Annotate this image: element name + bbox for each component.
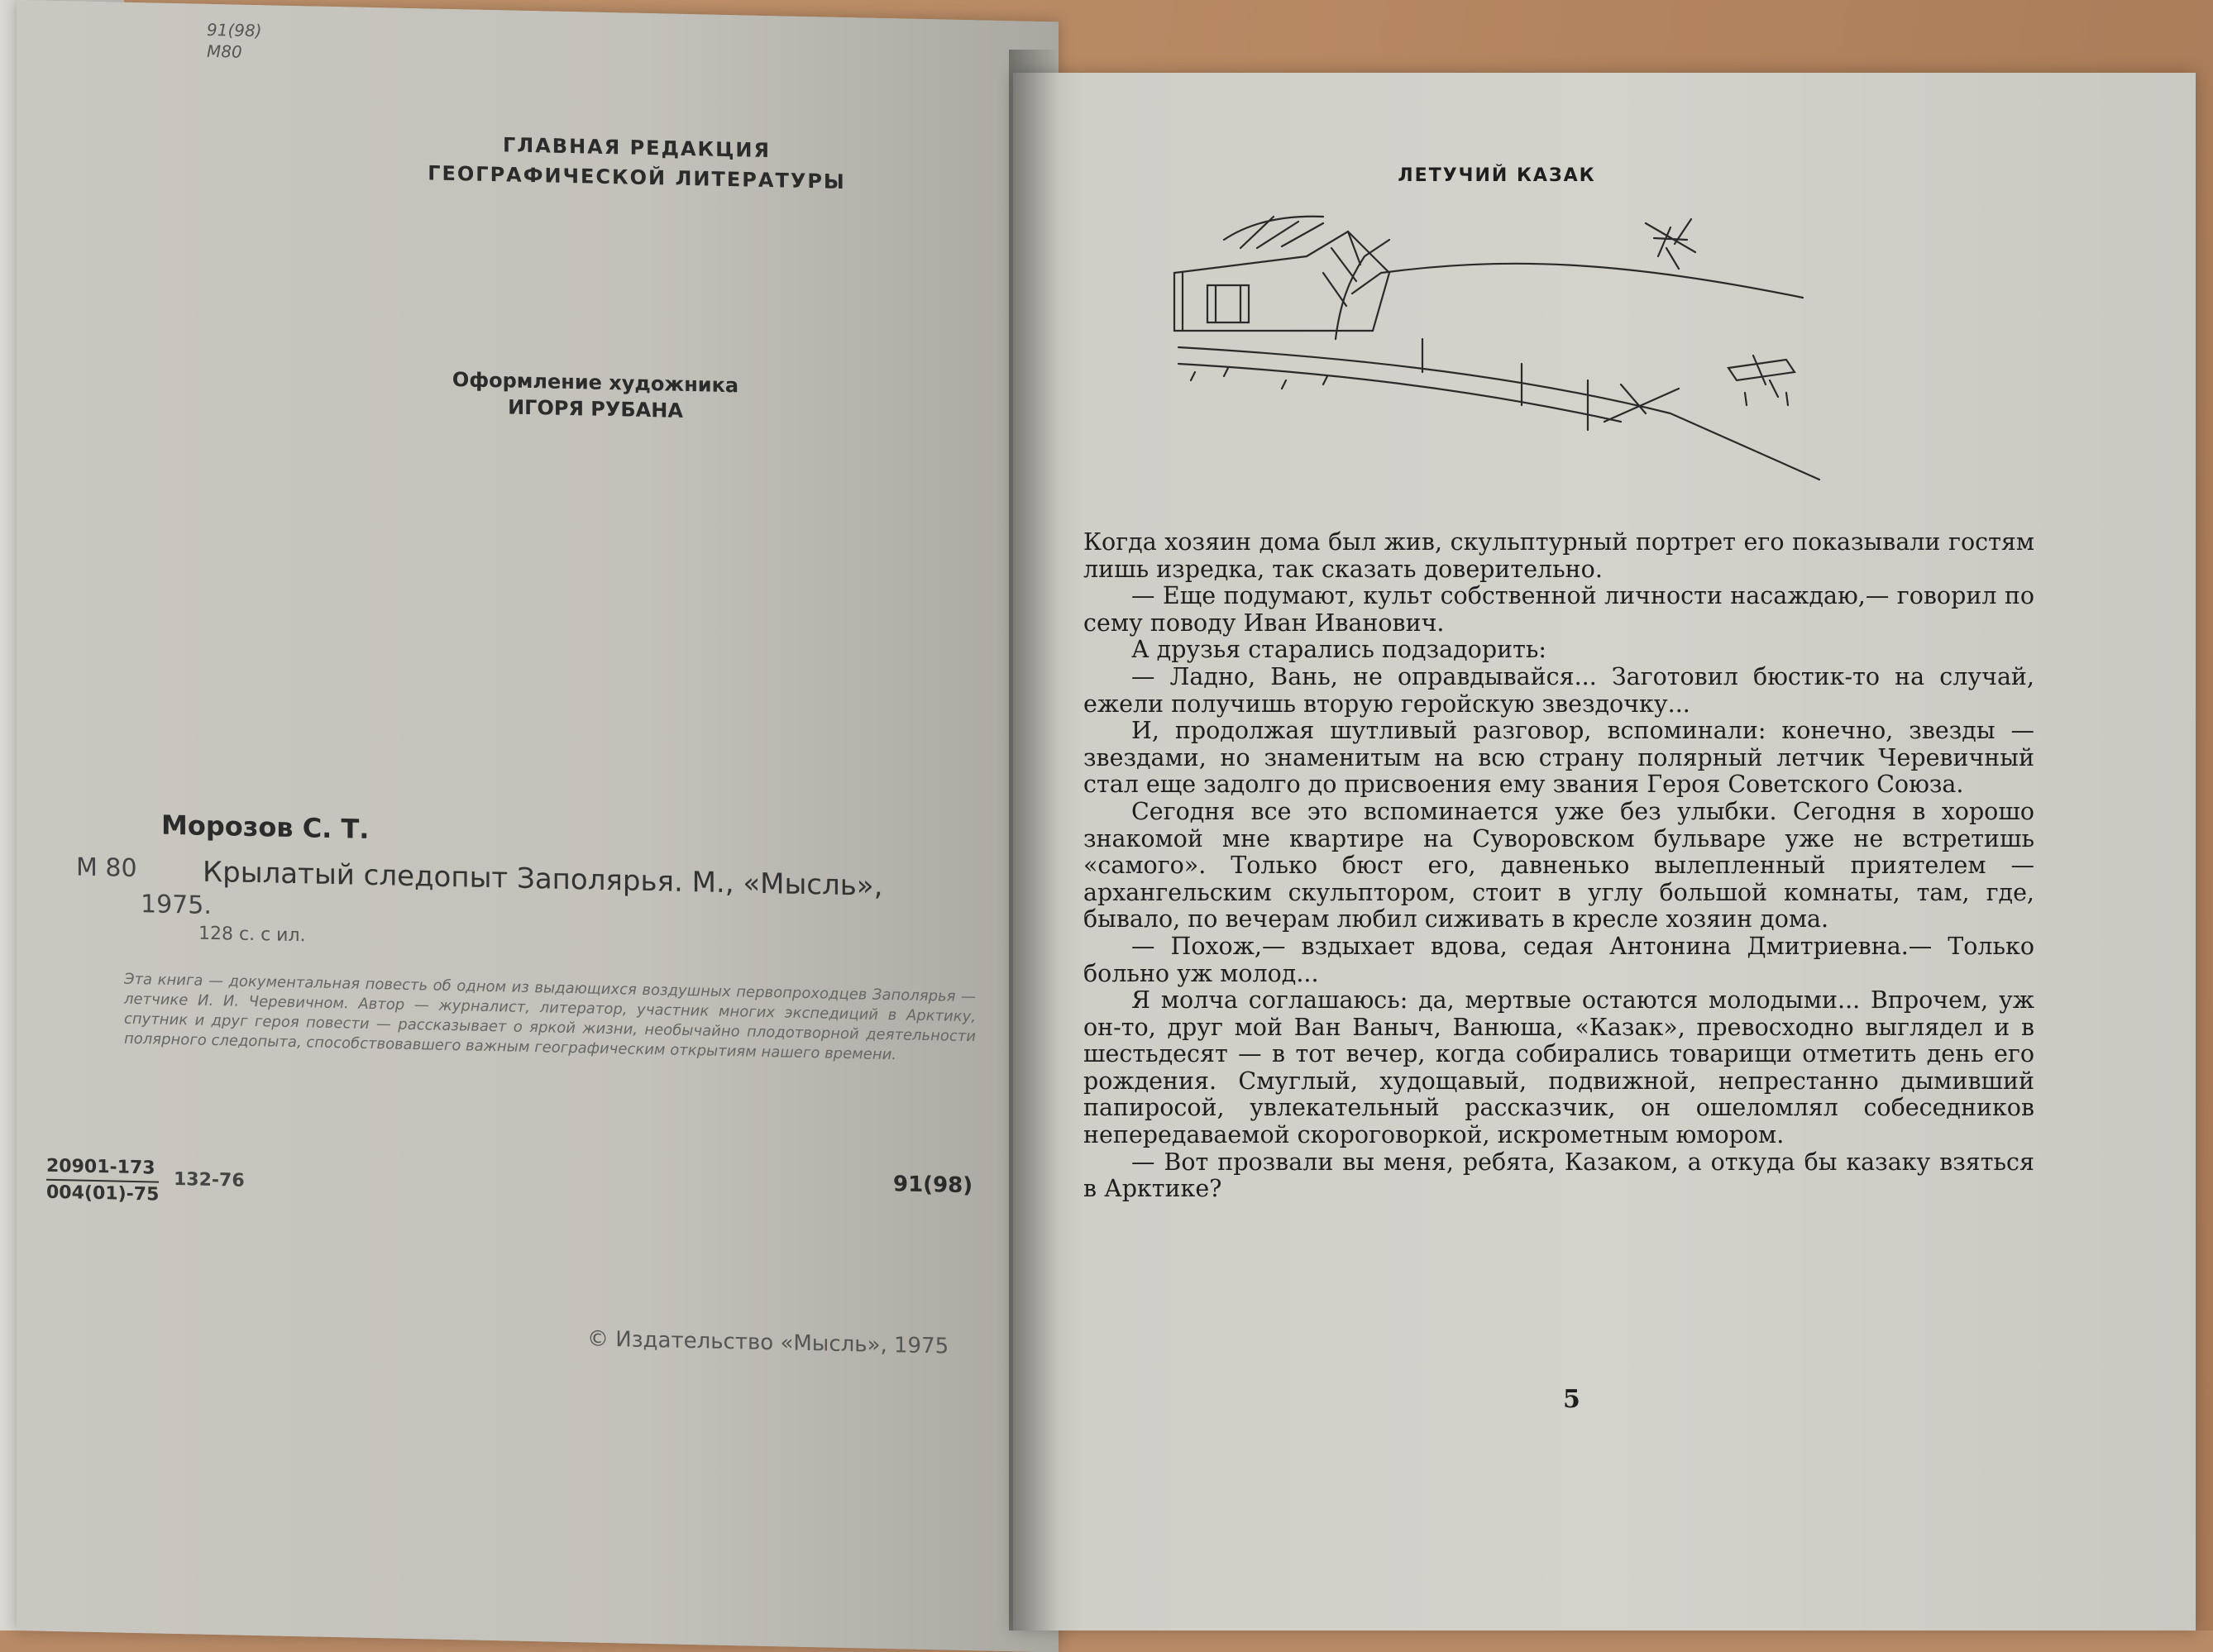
catalog-mark: М 80 <box>76 852 137 884</box>
paragraph: Сегодня все это вспоминается уже без улыбки. Сегодня в хорошо знакомой мне квартире на Суворовском бульваре уже не встретишь «самого». Только бюст его, давненько вылепленный приятелем — архангельским скульптором, стоит в углу большой комнаты, там, где, бывало, по вечерам любил сиживать в кресле хозяин дома. <box>1083 797 2034 933</box>
bibliographic-code: 20901-173 004(01)-75 <box>46 1155 160 1206</box>
paragraph: — Еще подумают, культ собственной личности насаждаю,— говорил по сему поводу Иван Иванович. <box>1083 582 2034 637</box>
paragraph: Когда хозяин дома был жив, скульптурный портрет его показывали гостям лишь изредка, так сказать доверительно. <box>1083 528 2034 583</box>
chapter-title: ЛЕТУЧИЙ КАЗАК <box>1398 165 1596 186</box>
left-page <box>17 0 1059 1652</box>
bibliographic-number: 132-76 <box>174 1168 245 1191</box>
editorial-board: ГЛАВНАЯ РЕДАКЦИЯ ГЕОГРАФИЧЕСКОЙ ЛИТЕРАТУРЫ <box>428 133 846 194</box>
copyright-line: © Издательство «Мысль», 1975 <box>587 1326 949 1359</box>
artist-credit: Оформление художника ИГОРЯ РУБАНА <box>452 368 739 423</box>
paragraph: А друзья старались подзадорить: <box>1131 636 1546 664</box>
paragraph: — Вот прозвали вы меня, ребята, Казаком, а откуда бы казаку взяться в Арктике? <box>1083 1148 2034 1203</box>
chapter-body <box>1083 529 2034 1203</box>
paragraph: — Похож,— вздыхает вдова, седая Антонина Дмитриевна.— Только больно уж молод... <box>1083 932 2034 987</box>
author-name: Морозов С. Т. <box>161 809 370 845</box>
publication-year: 1975. <box>141 890 212 920</box>
paragraph: — Ладно, Вань, не оправдывайся... Заготовил бюстик-то на случай, ежели получишь вторую геройскую звездочку... <box>1083 662 2034 718</box>
paragraph: Я молча соглашаюсь: да, мертвые остаются молодыми... Впрочем, уж он-то, друг мой Ван Ваныч, Ванюша, «Казак», превосходно выглядел и в шестьдесят — в тот вечер, когда собирались товарищи отметить день его рождения. Смуглый, худощавый, подвижной, непрестанно дымивший папиросой, увлекательный рассказчик, он ошеломлял собеседников непередаваемой скороговоркой, искрометным юмором. <box>1083 986 2034 1149</box>
catalog-code: 91(98) М80 <box>207 19 262 62</box>
page-count: 128 с. с ил. <box>198 923 306 947</box>
book-abstract: Эта книга — документальная повесть об одном из выдающихся воздушных первопроходцев Заполярья — летчике И. И. Черевичном. Автор — журналист, литератор, участник многих экспедиций в Арктику, спутник и друг героя повести — рассказывает о яркой жизни, необычайно плодотворной деятельности полярного следопыта, способствовавшего важным географическим открытиям нашего времени. <box>124 970 976 1064</box>
chapter-illustration <box>1158 207 1844 488</box>
paragraph: И, продолжая шутливый разговор, вспоминали: конечно, звезды — звездами, но знаменитым на всю страну полярный летчик Черевичный стал еще задолго до присвоения ему звания Героя Советского Союза. <box>1083 717 2034 799</box>
page-number: 5 <box>1563 1385 1580 1414</box>
book-title-line: Крылатый следопыт Заполярья. М., «Мысль», <box>203 855 883 903</box>
udc-code: 91(98) <box>893 1172 973 1199</box>
book-gutter <box>1009 50 1059 1631</box>
